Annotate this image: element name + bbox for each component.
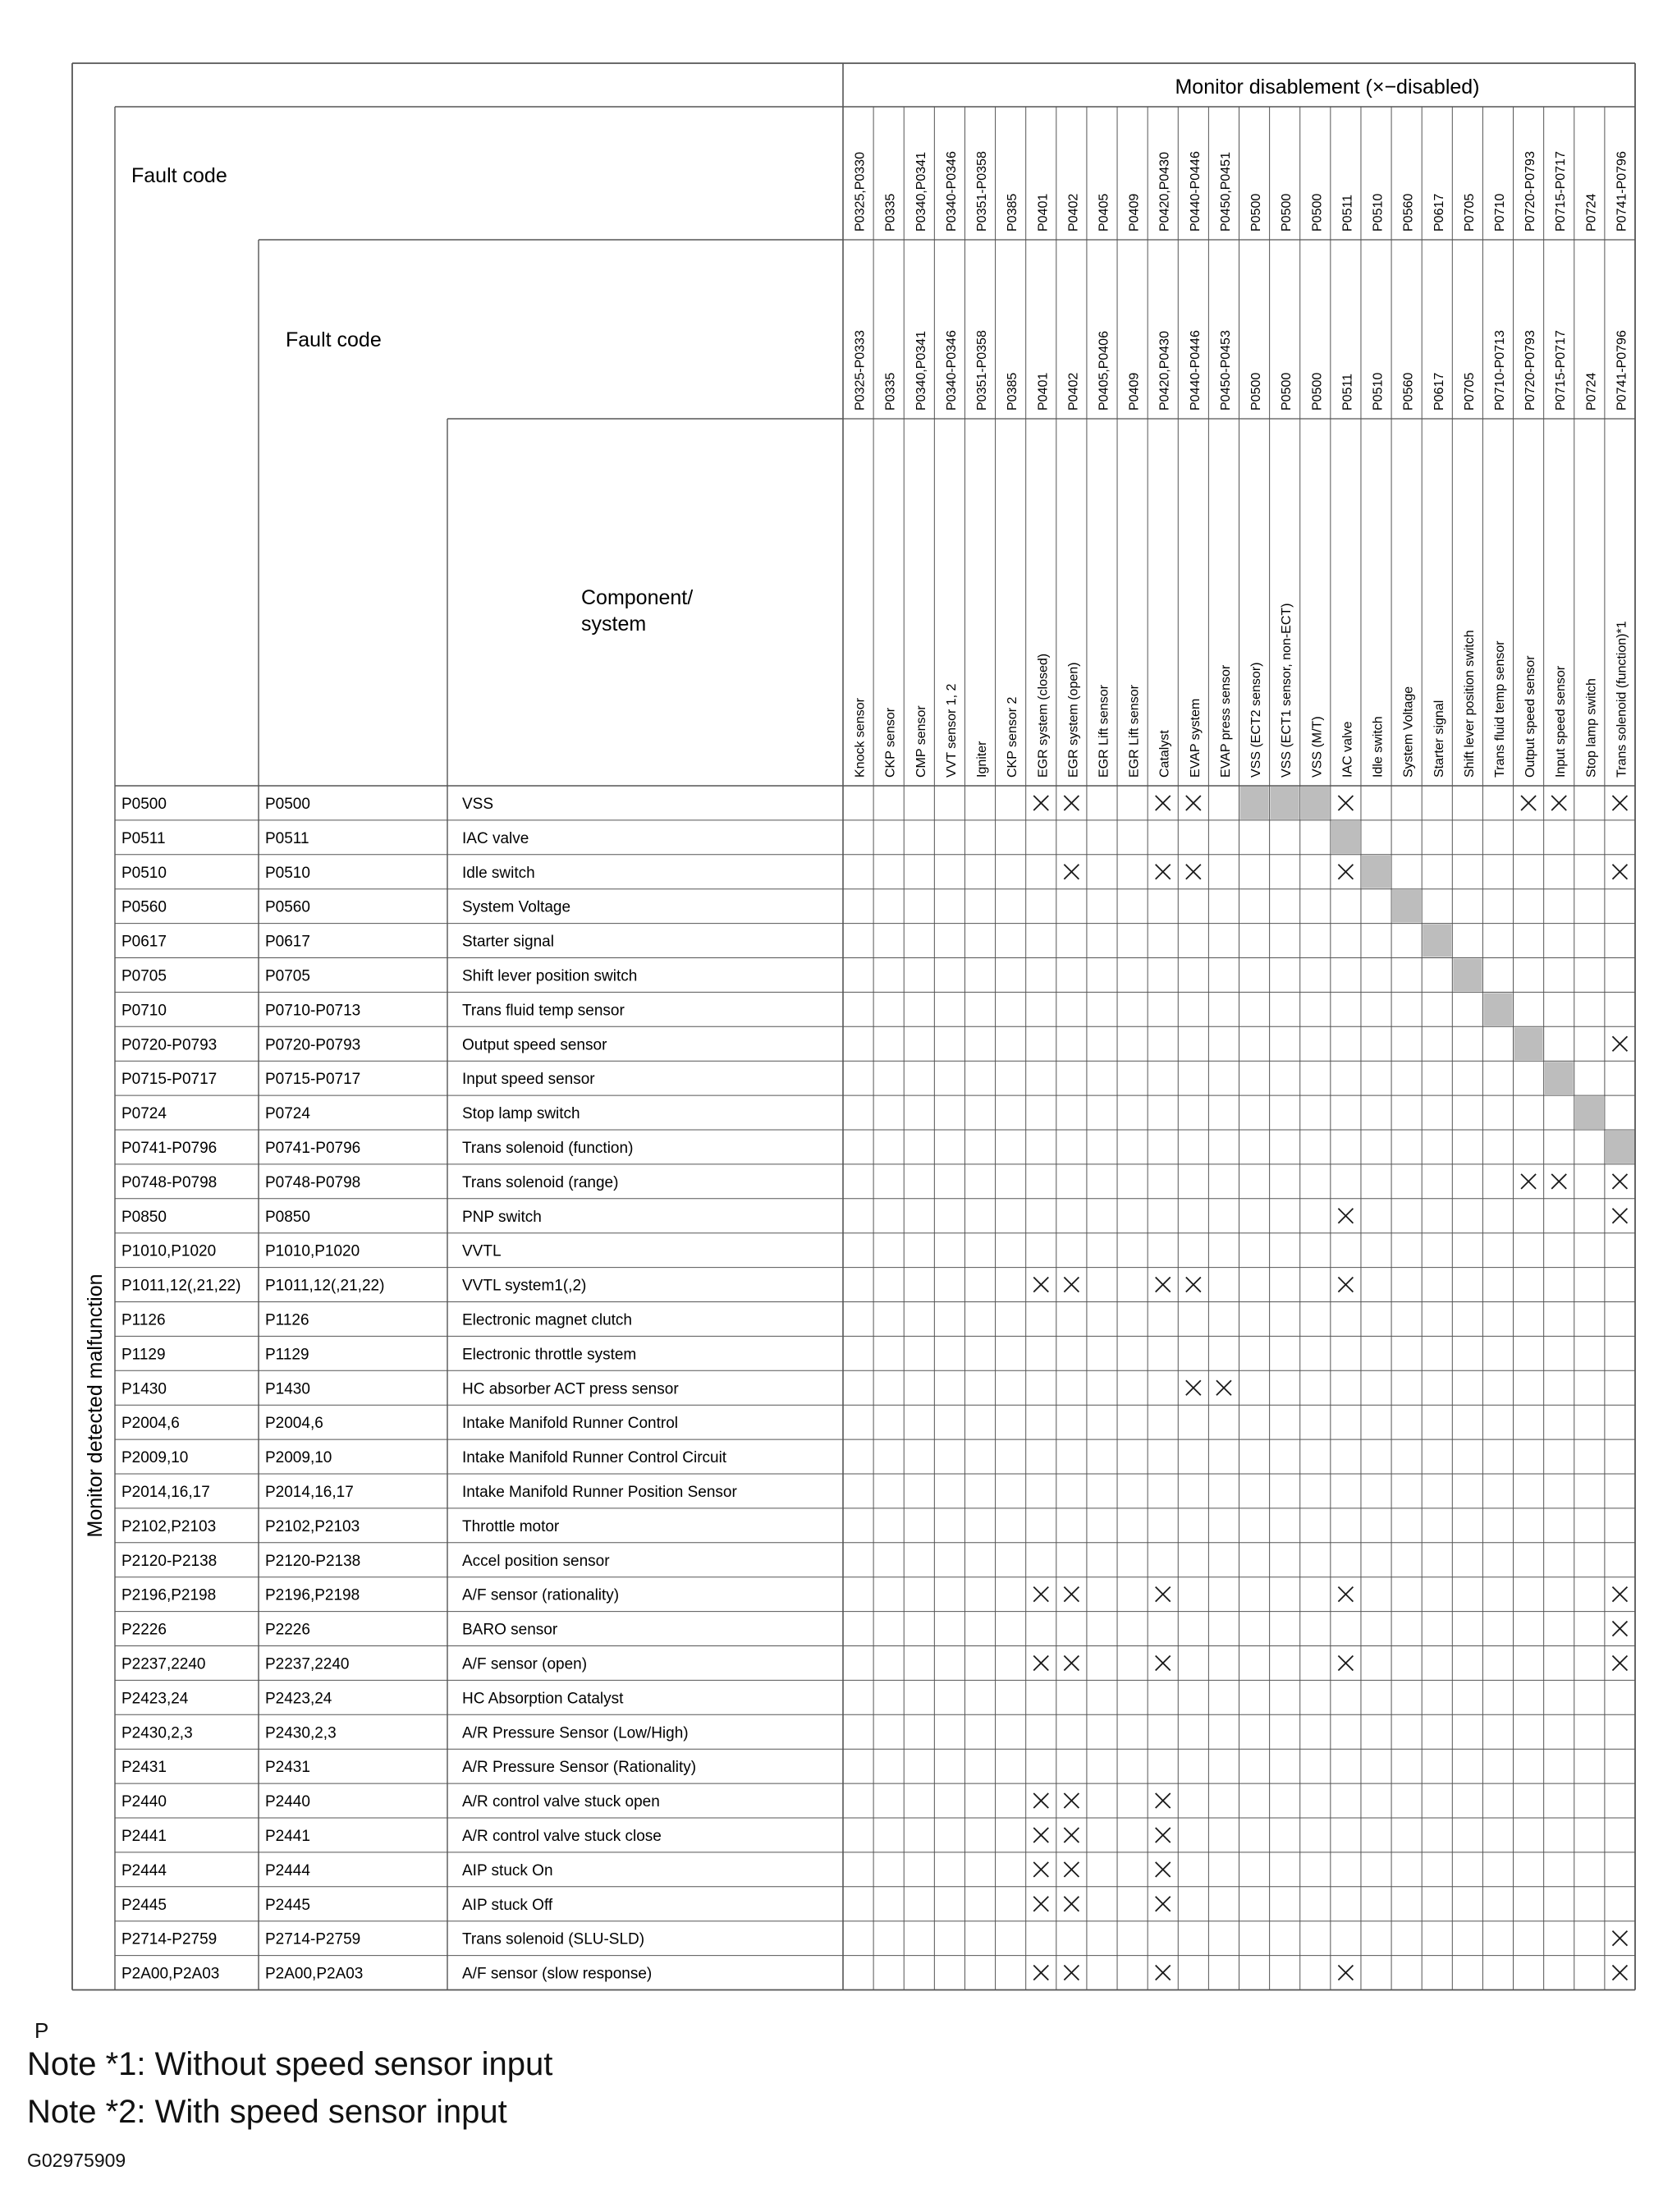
column-code-top: P0741-P0796 xyxy=(1615,151,1629,232)
disabled-mark xyxy=(1612,865,1627,879)
row-component: A/R Pressure Sensor (Rationality) xyxy=(462,1759,697,1777)
disabled-mark xyxy=(1338,865,1353,879)
column-name: EVAP press sensor xyxy=(1218,664,1233,778)
disabled-mark xyxy=(1064,1655,1079,1670)
row-code-2: P0724 xyxy=(265,1105,310,1123)
column-code-mid: P0325-P0333 xyxy=(853,330,868,411)
p-label: P xyxy=(34,2018,49,2043)
column-code-mid: P0560 xyxy=(1401,372,1416,411)
disabled-mark xyxy=(1064,1897,1079,1911)
row-code-1: P2009,10 xyxy=(121,1449,189,1467)
shaded-cell xyxy=(1453,959,1482,992)
row-code-2: P2A00,P2A03 xyxy=(265,1965,364,1983)
row-code-2: P2714-P2759 xyxy=(265,1930,361,1948)
column-code-top: P0560 xyxy=(1401,193,1416,232)
row-code-1: P0724 xyxy=(121,1105,167,1123)
column-code-top: P0710 xyxy=(1492,193,1507,232)
disabled-mark xyxy=(1064,1966,1079,1980)
column-code-mid: P0402 xyxy=(1066,372,1081,411)
row-code-2: P2423,24 xyxy=(265,1690,332,1708)
disabled-mark xyxy=(1338,1966,1353,1980)
row-code-1: P0710 xyxy=(121,1002,167,1020)
note-2: Note *2: With speed sensor input xyxy=(27,2094,507,2130)
row-code-1: P0715-P0717 xyxy=(121,1071,218,1089)
row-component: Trans solenoid (function) xyxy=(462,1139,634,1157)
row-code-1: P1430 xyxy=(121,1380,167,1398)
row-code-1: P2004,6 xyxy=(121,1415,180,1433)
column-code-top: P0385 xyxy=(1006,193,1020,232)
column-name: EGR system (open) xyxy=(1066,662,1081,778)
row-component: VSS xyxy=(462,795,494,813)
shaded-cell xyxy=(1545,1062,1574,1095)
disabled-mark xyxy=(1033,1828,1048,1843)
row-component: Stop lamp switch xyxy=(462,1105,580,1123)
column-name: Input speed sensor xyxy=(1554,665,1569,778)
row-component: HC Absorption Catalyst xyxy=(462,1690,624,1708)
disabled-mark xyxy=(1156,1862,1171,1877)
disabled-mark xyxy=(1612,1655,1627,1670)
row-code-1: P0720-P0793 xyxy=(121,1036,218,1054)
column-name: Catalyst xyxy=(1157,730,1172,778)
row-component: AIP stuck On xyxy=(462,1861,553,1879)
column-name: System Voltage xyxy=(1401,686,1416,778)
disabled-mark xyxy=(1216,1380,1231,1395)
column-name: EVAP system xyxy=(1188,698,1203,778)
note-1: Note *1: Without speed sensor input xyxy=(27,2046,553,2082)
row-code-1: P0500 xyxy=(121,795,167,813)
shaded-cells xyxy=(1240,787,1635,1163)
row-code-2: P2441 xyxy=(265,1827,310,1845)
row-component: Trans solenoid (range) xyxy=(462,1173,619,1191)
column-code-top: P0705 xyxy=(1462,193,1477,232)
disabled-mark xyxy=(1612,1966,1627,1980)
row-code-1: P2120-P2138 xyxy=(121,1552,218,1570)
row-code-1: P1011,12(,21,22) xyxy=(121,1277,241,1295)
column-code-top: P0420,P0430 xyxy=(1157,152,1172,232)
disabled-mark xyxy=(1338,1278,1353,1292)
disabled-mark xyxy=(1551,1174,1566,1189)
column-code-mid: P0720-P0793 xyxy=(1523,330,1538,411)
row-code-2: P0710-P0713 xyxy=(265,1002,361,1020)
row-code-1: P0850 xyxy=(121,1208,167,1226)
column-name: EGR system (closed) xyxy=(1036,653,1051,778)
row-code-2: P2440 xyxy=(265,1793,310,1811)
column-code-mid: P0340,P0341 xyxy=(914,331,928,411)
disabled-mark xyxy=(1064,1278,1079,1292)
row-code-2: P2014,16,17 xyxy=(265,1483,354,1501)
column-code-top: P0715-P0717 xyxy=(1554,151,1569,232)
row-code-1: P0617 xyxy=(121,933,167,951)
disabled-mark xyxy=(1156,865,1171,879)
disabled-mark xyxy=(1064,796,1079,810)
row-code-1: P0560 xyxy=(121,898,167,916)
row-component: AIP stuck Off xyxy=(462,1896,553,1914)
disabled-mark xyxy=(1612,1209,1627,1223)
row-component: Input speed sensor xyxy=(462,1071,595,1089)
shaded-cell xyxy=(1362,856,1391,888)
disabled-mark xyxy=(1033,1587,1048,1602)
row-code-2: P0715-P0717 xyxy=(265,1071,361,1089)
disabled-mark xyxy=(1612,1931,1627,1946)
row-code-1: P0510 xyxy=(121,864,167,882)
disabled-mark xyxy=(1186,1380,1201,1395)
column-code-mid: P0351-P0358 xyxy=(975,330,990,411)
figure-id: G02975909 xyxy=(27,2150,126,2171)
row-component: Electronic throttle system xyxy=(462,1346,637,1364)
shaded-cell xyxy=(1240,787,1269,819)
row-code-2: P2196,P2198 xyxy=(265,1586,360,1604)
table-text xyxy=(84,76,1629,1983)
column-code-mid: P0715-P0717 xyxy=(1554,330,1569,411)
disabled-mark xyxy=(1612,1587,1627,1602)
row-component: Starter signal xyxy=(462,933,554,951)
shaded-cell xyxy=(1514,1027,1543,1060)
row-code-1: P0705 xyxy=(121,967,167,985)
row-code-2: P2445 xyxy=(265,1896,310,1914)
row-code-2: P2004,6 xyxy=(265,1415,323,1433)
row-component: A/R control valve stuck open xyxy=(462,1793,660,1811)
column-code-mid: P0405,P0406 xyxy=(1097,331,1111,411)
shaded-cell xyxy=(1606,1131,1634,1163)
monitor-disablement-title: Monitor disablement (×−disabled) xyxy=(1175,76,1480,99)
row-component: Output speed sensor xyxy=(462,1036,607,1054)
column-code-top: P0511 xyxy=(1340,194,1355,232)
shaded-cell xyxy=(1423,925,1451,957)
row-component: BARO sensor xyxy=(462,1621,558,1639)
disabled-mark xyxy=(1064,1828,1079,1843)
row-code-1: P2237,2240 xyxy=(121,1655,206,1673)
row-code-1: P2A00,P2A03 xyxy=(121,1965,220,1983)
shaded-cell xyxy=(1301,787,1330,819)
row-code-2: P2226 xyxy=(265,1621,310,1639)
row-code-2: P0510 xyxy=(265,864,310,882)
row-code-2: P1126 xyxy=(265,1311,309,1329)
disabled-mark xyxy=(1338,1587,1353,1602)
disabled-mark xyxy=(1064,1793,1079,1808)
row-code-2: P1010,P1020 xyxy=(265,1242,360,1260)
column-code-top: P0500 xyxy=(1310,193,1325,232)
column-code-mid: P0510 xyxy=(1371,372,1386,411)
row-component: VVTL system1(,2) xyxy=(462,1277,587,1295)
row-code-2: P0511 xyxy=(265,829,309,847)
row-code-1: P2430,2,3 xyxy=(121,1724,193,1742)
row-code-1: P1010,P1020 xyxy=(121,1242,217,1260)
row-component: HC absorber ACT press sensor xyxy=(462,1380,679,1398)
disabled-mark xyxy=(1064,1587,1079,1602)
row-code-1: P2423,24 xyxy=(121,1690,189,1708)
disabled-mark xyxy=(1156,1278,1171,1292)
column-code-top: P0340,P0341 xyxy=(914,152,928,232)
column-code-mid: P0500 xyxy=(1280,372,1294,411)
row-component: Trans solenoid (SLU-SLD) xyxy=(462,1930,645,1948)
row-code-1: P2444 xyxy=(121,1861,167,1879)
column-name: IAC valve xyxy=(1340,721,1355,778)
column-code-top: P0405 xyxy=(1097,193,1111,232)
disabled-mark xyxy=(1033,1793,1048,1808)
row-component: Intake Manifold Runner Control xyxy=(462,1415,678,1433)
row-code-2: P1011,12(,21,22) xyxy=(265,1277,385,1295)
column-name: Trans solenoid (function)*1 xyxy=(1615,621,1629,778)
disabled-mark xyxy=(1186,865,1201,879)
column-code-mid: P0617 xyxy=(1432,372,1446,411)
row-component: A/F sensor (open) xyxy=(462,1655,588,1673)
column-code-top: P0724 xyxy=(1584,193,1599,232)
disabled-mark xyxy=(1521,1174,1536,1189)
row-component: VVTL xyxy=(462,1242,502,1260)
column-code-mid: P0511 xyxy=(1340,373,1355,411)
column-name: VSS (M/T) xyxy=(1310,716,1325,778)
disabled-mark xyxy=(1612,796,1627,810)
row-code-1: P2440 xyxy=(121,1793,167,1811)
column-name: VSS (ECT1 sensor, non-ECT) xyxy=(1280,603,1294,778)
row-component: Electronic magnet clutch xyxy=(462,1311,632,1329)
row-component: Idle switch xyxy=(462,864,535,882)
disabled-mark xyxy=(1156,796,1171,810)
column-name: Starter signal xyxy=(1432,700,1446,778)
disabled-mark xyxy=(1612,1622,1627,1636)
disabled-mark xyxy=(1033,1278,1048,1292)
row-component: A/F sensor (slow response) xyxy=(462,1965,653,1983)
disabled-mark xyxy=(1064,1862,1079,1877)
disabled-mark xyxy=(1033,1966,1048,1980)
disabled-mark xyxy=(1156,1966,1171,1980)
row-component: Intake Manifold Runner Control Circuit xyxy=(462,1449,727,1467)
row-code-2: P0741-P0796 xyxy=(265,1139,361,1157)
row-component: A/F sensor (rationality) xyxy=(462,1586,620,1604)
disabled-mark xyxy=(1064,865,1079,879)
column-code-mid: P0420,P0430 xyxy=(1157,331,1172,411)
column-name: Trans fluid temp sensor xyxy=(1492,640,1507,778)
column-code-top: P0450,P0451 xyxy=(1218,152,1233,232)
shaded-cell xyxy=(1271,787,1299,819)
row-code-2: P0500 xyxy=(265,795,310,813)
row-component: A/R Pressure Sensor (Low/High) xyxy=(462,1724,689,1742)
column-code-top: P0409 xyxy=(1127,193,1142,232)
component-header-line2: system xyxy=(581,613,647,636)
row-code-1: P2102,P2103 xyxy=(121,1517,217,1535)
disabled-mark xyxy=(1033,1655,1048,1670)
row-component: PNP switch xyxy=(462,1208,542,1226)
disabled-mark xyxy=(1033,796,1048,810)
row-code-1: P1126 xyxy=(121,1311,166,1329)
column-code-top: P0325,P0330 xyxy=(853,152,868,232)
disabled-mark xyxy=(1521,796,1536,810)
row-code-2: P2430,2,3 xyxy=(265,1724,337,1742)
column-code-top: P0340-P0346 xyxy=(944,151,959,232)
disabled-mark xyxy=(1156,1897,1171,1911)
column-code-mid: P0450-P0453 xyxy=(1218,330,1233,411)
column-code-top: P0510 xyxy=(1371,193,1386,232)
row-component: Intake Manifold Runner Position Sensor xyxy=(462,1483,737,1501)
column-name: VVT sensor 1, 2 xyxy=(944,683,959,778)
column-name: Shift lever position switch xyxy=(1462,630,1477,778)
row-component: Trans fluid temp sensor xyxy=(462,1002,625,1020)
column-code-mid: P0409 xyxy=(1127,372,1142,411)
row-code-2: P2237,2240 xyxy=(265,1655,350,1673)
row-code-2: P2120-P2138 xyxy=(265,1552,361,1570)
row-code-1: P2441 xyxy=(121,1827,167,1845)
shaded-cell xyxy=(1483,993,1512,1026)
column-code-top: P0402 xyxy=(1066,193,1081,232)
disabled-mark xyxy=(1156,1587,1171,1602)
row-code-1: P0748-P0798 xyxy=(121,1173,218,1191)
fault-code-header-2: Fault code xyxy=(286,328,382,351)
disabled-mark xyxy=(1612,1174,1627,1189)
row-code-2: P0720-P0793 xyxy=(265,1036,361,1054)
row-component: A/R control valve stuck close xyxy=(462,1827,662,1845)
column-code-mid: P0710-P0713 xyxy=(1492,330,1507,411)
column-code-top: P0351-P0358 xyxy=(975,151,990,232)
disabled-mark xyxy=(1338,1209,1353,1223)
disabled-mark xyxy=(1156,1655,1171,1670)
row-component: System Voltage xyxy=(462,898,571,916)
column-code-mid: P0724 xyxy=(1584,372,1599,411)
row-code-1: P2714-P2759 xyxy=(121,1930,218,1948)
column-name: VSS (ECT2 sensor) xyxy=(1249,662,1264,778)
row-code-1: P0741-P0796 xyxy=(121,1139,218,1157)
row-component: Throttle motor xyxy=(462,1517,560,1535)
column-name: Idle switch xyxy=(1371,716,1386,778)
column-code-top: P0500 xyxy=(1249,193,1264,232)
row-code-1: P2431 xyxy=(121,1759,167,1777)
column-name: Stop lamp switch xyxy=(1584,678,1599,778)
side-label: Monitor detected malfunction xyxy=(84,1274,107,1538)
column-code-top: P0401 xyxy=(1036,193,1051,232)
column-code-top: P0500 xyxy=(1280,193,1294,232)
column-code-top: P0617 xyxy=(1432,193,1446,232)
row-code-2: P0617 xyxy=(265,933,310,951)
row-code-2: P0705 xyxy=(265,967,310,985)
column-code-top: P0335 xyxy=(883,193,898,232)
disabled-mark xyxy=(1551,796,1566,810)
row-component: Shift lever position switch xyxy=(462,967,638,985)
fault-code-header-1: Fault code xyxy=(131,164,227,187)
component-header-line1: Component/ xyxy=(581,586,694,609)
column-code-top: P0440-P0446 xyxy=(1188,151,1203,232)
column-code-top: P0720-P0793 xyxy=(1523,151,1538,232)
row-component: Accel position sensor xyxy=(462,1552,610,1570)
disabled-mark xyxy=(1186,1278,1201,1292)
row-code-2: P0560 xyxy=(265,898,310,916)
column-code-mid: P0335 xyxy=(883,372,898,411)
row-code-1: P0511 xyxy=(121,829,166,847)
column-code-mid: P0401 xyxy=(1036,372,1051,411)
column-code-mid: P0500 xyxy=(1310,372,1325,411)
column-name: CKP sensor 2 xyxy=(1006,696,1020,778)
column-code-mid: P0705 xyxy=(1462,372,1477,411)
disabled-mark xyxy=(1033,1897,1048,1911)
column-name: CKP sensor xyxy=(883,707,898,778)
disabled-mark xyxy=(1156,1828,1171,1843)
row-code-1: P2196,P2198 xyxy=(121,1586,217,1604)
disabled-mark xyxy=(1338,1655,1353,1670)
row-code-2: P2431 xyxy=(265,1759,310,1777)
column-code-mid: P0385 xyxy=(1006,372,1020,411)
row-code-2: P0850 xyxy=(265,1208,310,1226)
column-name: Igniter xyxy=(975,741,990,778)
column-name: CMP sensor xyxy=(914,705,928,778)
disabled-mark xyxy=(1156,1793,1171,1808)
shaded-cell xyxy=(1331,821,1360,854)
row-code-2: P1430 xyxy=(265,1380,310,1398)
shaded-cell xyxy=(1392,890,1421,923)
row-code-1: P1129 xyxy=(121,1346,166,1364)
row-code-2: P0748-P0798 xyxy=(265,1173,361,1191)
row-component: IAC valve xyxy=(462,829,529,847)
column-code-mid: P0440-P0446 xyxy=(1188,330,1203,411)
row-code-2: P1129 xyxy=(265,1346,309,1364)
column-code-mid: P0340-P0346 xyxy=(944,330,959,411)
column-name: EGR Lift sensor xyxy=(1097,685,1111,778)
disabled-mark xyxy=(1338,796,1353,810)
column-name: EGR Lift sensor xyxy=(1127,685,1142,778)
disabled-mark xyxy=(1186,796,1201,810)
shaded-cell xyxy=(1575,1096,1604,1129)
column-name: Output speed sensor xyxy=(1523,655,1538,778)
row-code-1: P2445 xyxy=(121,1896,167,1914)
column-name: Knock sensor xyxy=(853,698,868,778)
row-code-1: P2226 xyxy=(121,1621,167,1639)
row-code-2: P2009,10 xyxy=(265,1449,332,1467)
disabled-mark xyxy=(1612,1036,1627,1051)
column-code-mid: P0500 xyxy=(1249,372,1264,411)
disabled-mark xyxy=(1033,1862,1048,1877)
row-code-2: P2444 xyxy=(265,1861,310,1879)
row-code-1: P2014,16,17 xyxy=(121,1483,210,1501)
column-code-mid: P0741-P0796 xyxy=(1615,330,1629,411)
row-code-2: P2102,P2103 xyxy=(265,1517,360,1535)
